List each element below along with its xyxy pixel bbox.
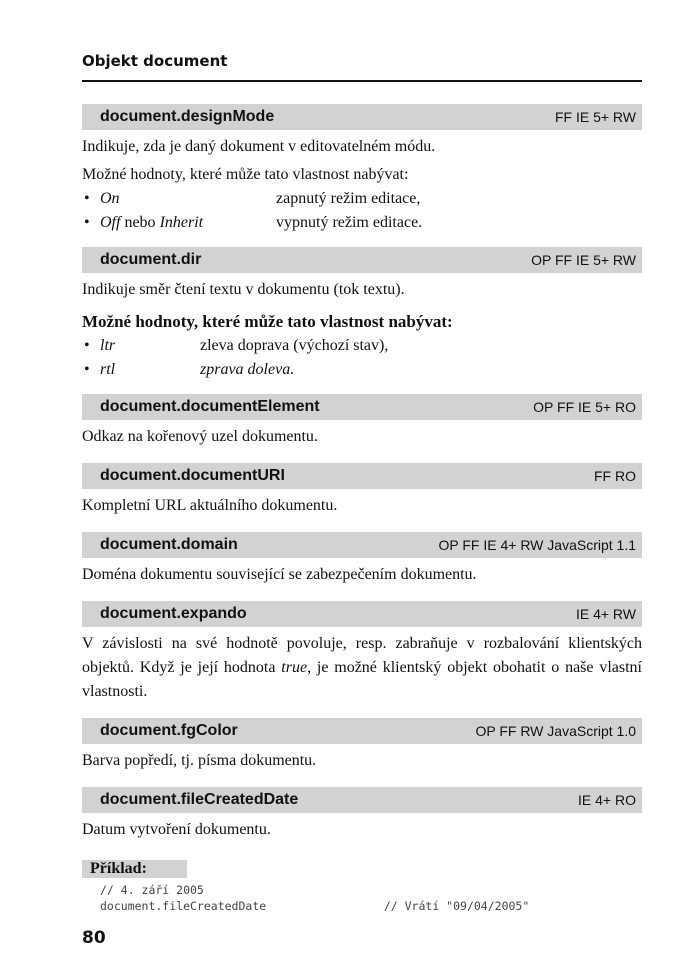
property-description: Kompletní URL aktuálního dokumentu. [82, 497, 338, 514]
property-name: document.documentURI [100, 467, 285, 484]
values-list [82, 187, 642, 235]
bullet-icon: • [84, 337, 90, 354]
example-block [82, 860, 642, 914]
list-item [82, 358, 642, 382]
running-header: Objekt document [82, 52, 228, 70]
description-emphasis: true [281, 659, 308, 676]
header-rule [82, 80, 642, 82]
property-name: document.documentElement [100, 398, 320, 415]
support-tag: FF RO [594, 468, 636, 484]
support-tag: IE 4+ RO [578, 792, 636, 808]
property-name: document.dir [100, 251, 202, 268]
value-key: rtl [100, 361, 116, 378]
values-list [82, 334, 642, 382]
bullet-icon: • [84, 214, 90, 231]
value-key-part: Off [100, 214, 121, 231]
support-tag: OP FF IE 5+ RO [533, 399, 636, 415]
property-description: Doména dokumentu související se zabezpečením dokumentu. [82, 566, 477, 583]
property-description: Datum vytvoření dokumentu. [82, 821, 271, 838]
list-item [82, 187, 642, 211]
value-key-part: Inherit [159, 214, 204, 231]
value-description: zapnutý režim editace, [276, 190, 421, 207]
list-item [82, 211, 642, 235]
value-key-connector: nebo [120, 214, 160, 231]
value-description: zleva doprava (výchozí stav), [200, 337, 389, 354]
description-text: , je možné klientský objekt obohatit o naše vlastní vlastnosti. [82, 659, 642, 700]
value-description: vypnutý režim editace. [276, 214, 423, 231]
support-tag: OP FF IE 5+ RW [531, 252, 636, 268]
property-body-expando [82, 627, 642, 704]
possible-values-intro: Možné hodnoty, které může tato vlastnost nabývat: [82, 166, 409, 183]
property-bar-designmode [82, 104, 642, 130]
property-body-filecreateddate [82, 813, 642, 842]
property-description: Indikuje směr čtení textu v dokumentu (tok textu). [82, 281, 405, 298]
bullet-icon: • [84, 361, 90, 378]
property-description: Barva popředí, tj. písma dokumentu. [82, 752, 317, 769]
bullet-icon: • [84, 190, 90, 207]
property-name: document.domain [100, 536, 238, 553]
description-text: V závislosti na své hodnotě povoluje, resp. zabraňuje v rozbalování klientských objektů. Když je její hodnota [82, 635, 642, 676]
support-tag: FF IE 5+ RW [554, 109, 636, 125]
property-body-dir [82, 273, 642, 382]
code-line: document.fileCreatedDate // Vrátí "09/04/2005" [100, 899, 530, 913]
property-body-designmode [82, 130, 642, 235]
property-bar-documentelement [82, 394, 642, 420]
support-tag: OP FF RW JavaScript 1.0 [475, 723, 636, 739]
code-line: // 4. září 2005 [100, 883, 204, 897]
property-body-documenturi [82, 489, 642, 518]
property-bar-filecreateddate [82, 787, 642, 813]
page-number: 80 [82, 928, 106, 948]
value-key [100, 211, 276, 235]
property-description: Indikuje, zda je daný dokument v editovatelném módu. [82, 138, 436, 155]
page-content [82, 104, 642, 914]
support-tag: IE 4+ RW [575, 606, 636, 622]
property-description: Odkaz na kořenový uzel dokumentu. [82, 428, 318, 445]
property-name: document.expando [100, 605, 247, 622]
property-body-documentelement [82, 420, 642, 449]
property-bar-fgcolor [82, 718, 642, 744]
property-name: document.fgColor [100, 722, 238, 739]
property-body-fgcolor [82, 744, 642, 773]
value-description: zprava doleva. [200, 361, 295, 378]
example-label: Příklad: [82, 860, 187, 878]
property-bar-dir [82, 247, 642, 273]
support-tag: OP FF IE 4+ RW JavaScript 1.1 [438, 537, 636, 553]
property-bar-expando [82, 601, 642, 627]
property-name: document.designMode [100, 108, 275, 125]
possible-values-heading: Možné hodnoty, které může tato vlastnost nabývat: [82, 312, 453, 331]
property-name: document.fileCreatedDate [100, 791, 299, 808]
value-key: On [100, 190, 120, 207]
property-bar-domain [82, 532, 642, 558]
value-key: ltr [100, 337, 116, 354]
property-body-domain [82, 558, 642, 587]
list-item [82, 334, 642, 358]
property-bar-documenturi [82, 463, 642, 489]
property-description [82, 632, 642, 704]
